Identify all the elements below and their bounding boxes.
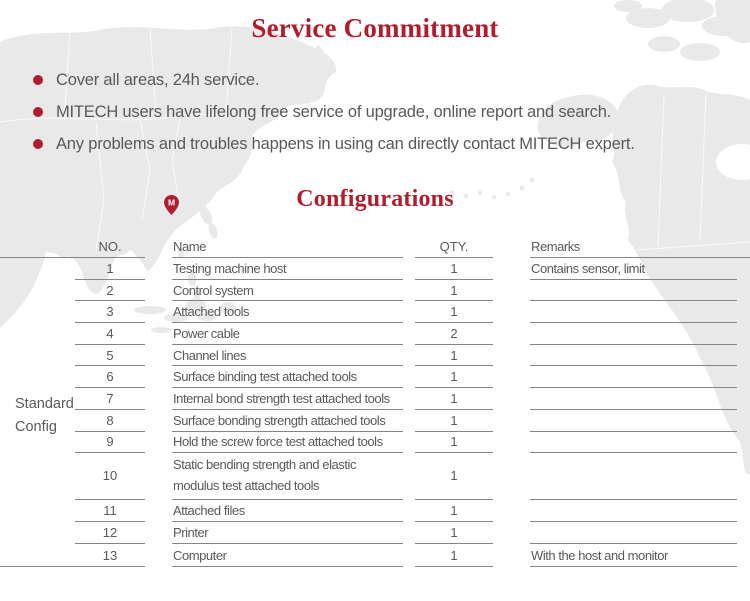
- table-row: [0, 258, 750, 280]
- red-dot-icon: [33, 139, 43, 149]
- header-qty: QTY.: [415, 236, 493, 258]
- cell-no: 2: [75, 280, 145, 302]
- group-label-line-2: Config: [15, 419, 57, 435]
- table-row: [0, 323, 750, 345]
- cell-name: Control system: [172, 280, 403, 302]
- bullet-text: Any problems and troubles happens in using can directly contact MITECH expert.: [56, 134, 635, 153]
- cell-remarks: [530, 345, 737, 367]
- footer-rule-left: [0, 544, 75, 566]
- service-bullet-list: [33, 69, 635, 165]
- cell-remarks: [530, 522, 737, 544]
- cell-name: Attached files: [172, 500, 403, 522]
- cell-no: 5: [75, 345, 145, 367]
- cell-name: Attached tools: [172, 301, 403, 323]
- table-row: [0, 432, 750, 454]
- configurations-table: [0, 236, 750, 567]
- header-rule-left: [0, 236, 75, 258]
- cell-no: 1: [75, 258, 145, 280]
- list-item: [33, 133, 635, 155]
- cell-remarks: [530, 500, 737, 522]
- cell-remarks: [530, 388, 737, 410]
- table-row: [0, 301, 750, 323]
- cell-remarks: Contains sensor, limit: [530, 258, 737, 280]
- cell-remarks: [530, 453, 737, 500]
- cell-qty: 1: [415, 366, 493, 388]
- cell-name: Testing machine host: [172, 258, 403, 280]
- table-header-row: [0, 236, 750, 258]
- cell-no: 4: [75, 323, 145, 345]
- svg-text:M: M: [167, 197, 176, 208]
- cell-no: 12: [75, 522, 145, 544]
- red-dot-icon: [33, 75, 43, 85]
- cell-no: 9: [75, 432, 145, 454]
- cell-qty: 1: [415, 410, 493, 432]
- header-remarks: Remarks: [530, 236, 737, 258]
- cell-qty: 1: [415, 388, 493, 410]
- cell-qty: 1: [415, 280, 493, 302]
- cell-name: Power cable: [172, 323, 403, 345]
- header-name: Name: [172, 236, 403, 258]
- cell-name: Surface bonding strength attached tools: [172, 410, 403, 432]
- cell-no: 6: [75, 366, 145, 388]
- cell-remarks: [530, 410, 737, 432]
- cell-remarks: [530, 323, 737, 345]
- table-row: [0, 500, 750, 522]
- cell-qty: 1: [415, 258, 493, 280]
- cell-name: Printer: [172, 522, 403, 544]
- cell-qty: 1: [415, 522, 493, 544]
- map-location-pin-icon: [164, 195, 179, 215]
- cell-remarks: With the host and monitor: [530, 544, 737, 566]
- cell-name: Internal bond strength test attached tools: [172, 388, 403, 410]
- table-row: [0, 410, 750, 432]
- header-rule-right: [737, 236, 750, 258]
- table-row: [0, 522, 750, 544]
- cell-remarks: [530, 366, 737, 388]
- cell-no: 3: [75, 301, 145, 323]
- cell-name: Surface binding test attached tools: [172, 366, 403, 388]
- cell-name-line-2: modulus test attached tools: [173, 477, 320, 493]
- section-title-configurations: Configurations: [296, 186, 454, 212]
- table-row: [0, 366, 750, 388]
- cell-qty: 1: [415, 432, 493, 454]
- cell-remarks: [530, 432, 737, 454]
- cell-name: Hold the screw force test attached tools: [172, 432, 403, 454]
- cell-name: Channel lines: [172, 345, 403, 367]
- page-title: Service Commitment: [251, 13, 499, 43]
- cell-no: 11: [75, 500, 145, 522]
- cell-remarks: [530, 280, 737, 302]
- cell-qty: 1: [415, 500, 493, 522]
- cell-qty: 2: [415, 323, 493, 345]
- cell-qty: 1: [415, 345, 493, 367]
- cell-remarks: [530, 301, 737, 323]
- cell-qty: 1: [415, 544, 493, 566]
- cell-name: [172, 453, 403, 500]
- cell-qty: 1: [415, 301, 493, 323]
- cell-no: 8: [75, 410, 145, 432]
- cell-no: 7: [75, 388, 145, 410]
- cell-no: 10: [75, 453, 145, 500]
- row-group-label: [15, 393, 74, 439]
- red-dot-icon: [33, 107, 43, 117]
- cell-name: Computer: [172, 544, 403, 566]
- bullet-text: MITECH users have lifelong free service of upgrade, online report and search.: [56, 102, 612, 121]
- bullet-text: Cover all areas, 24h service.: [56, 70, 260, 89]
- cell-name-line-1: Static bending strength and elastic: [173, 457, 356, 473]
- table-row: [0, 544, 750, 566]
- table-row: [0, 453, 750, 500]
- list-item: [33, 101, 635, 123]
- table-row: [0, 280, 750, 302]
- table-row: [0, 345, 750, 367]
- cell-qty: 1: [415, 453, 493, 500]
- list-item: [33, 69, 635, 91]
- cell-no: 13: [75, 544, 145, 566]
- header-no: NO.: [75, 236, 145, 258]
- group-label-line-1: Standard: [15, 396, 74, 412]
- table-row: [0, 388, 750, 410]
